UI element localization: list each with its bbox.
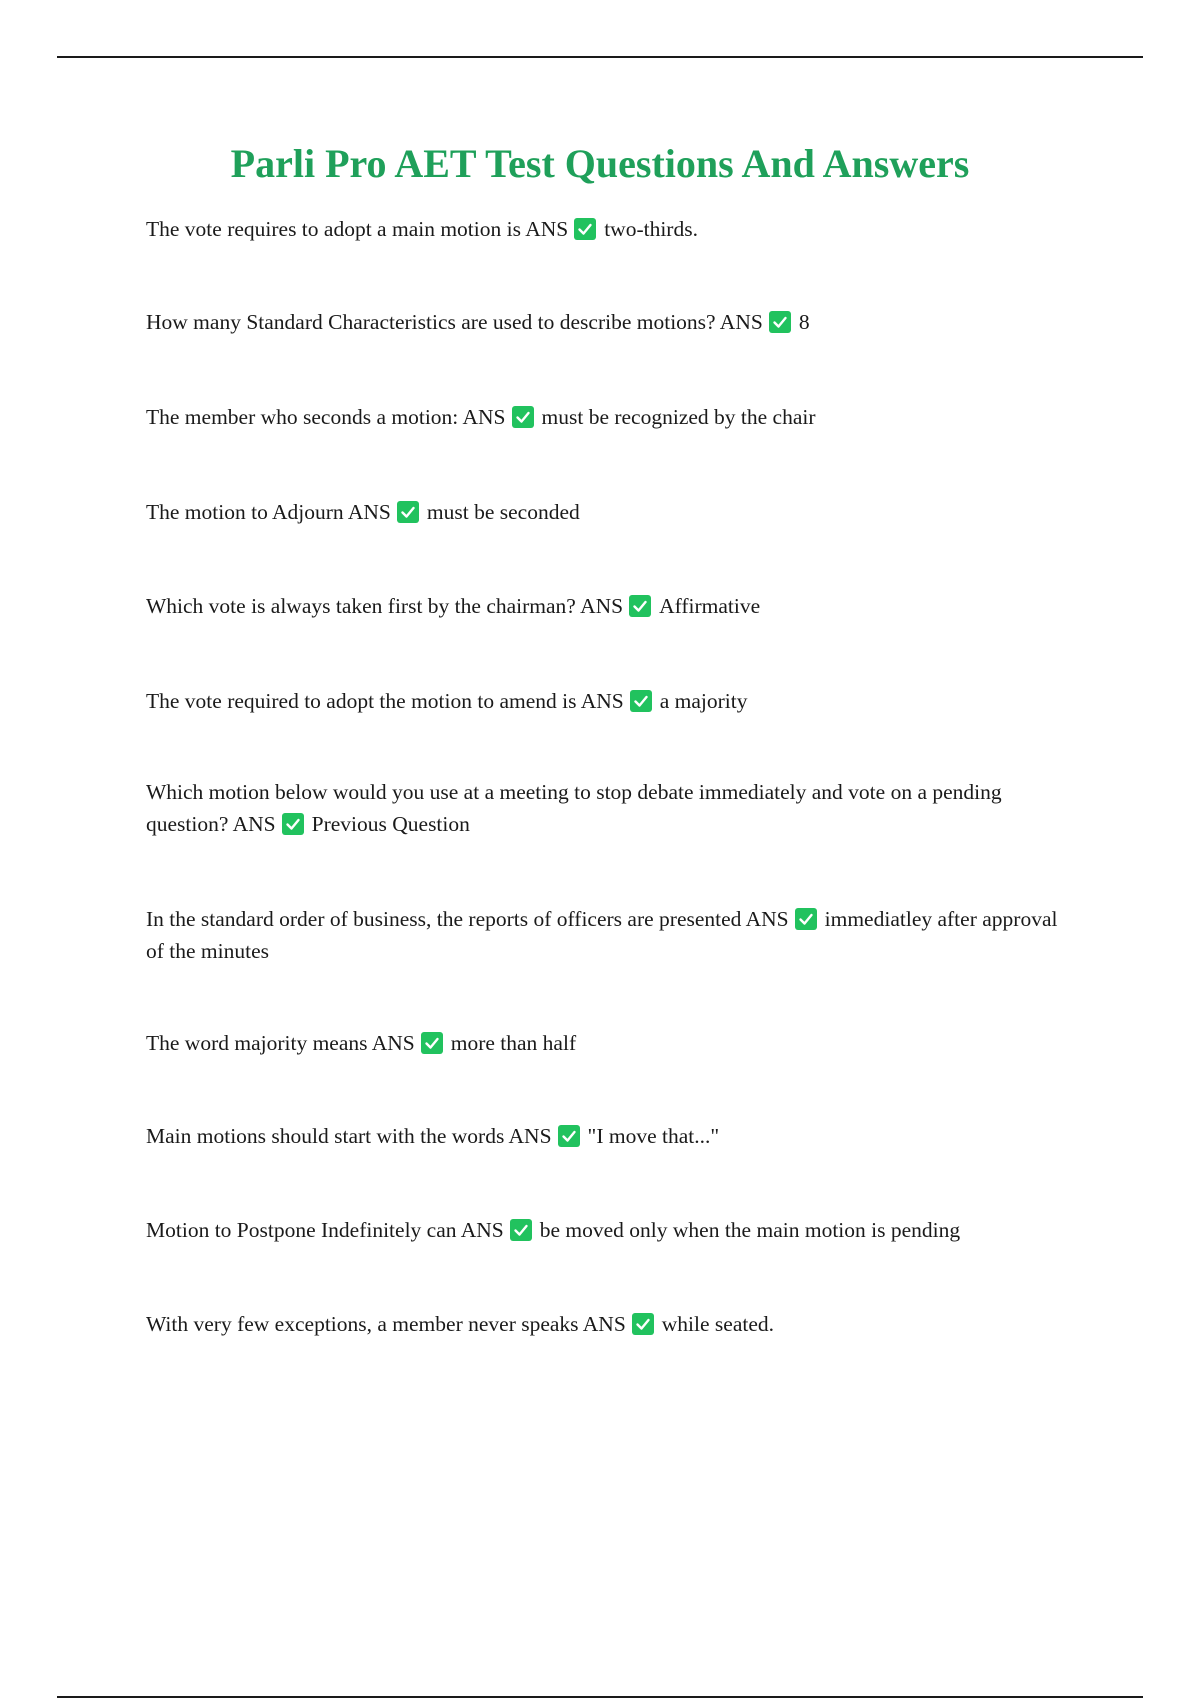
top-rule: [57, 56, 1143, 58]
question-text: The vote requires to adopt a main motion is: [146, 217, 521, 241]
qa-item: [146, 1308, 1076, 1340]
qa-item: [146, 1214, 1076, 1246]
answer-marker: ANS: [719, 310, 763, 334]
answer-text: two-thirds.: [604, 217, 698, 241]
check-box-icon: [769, 311, 791, 333]
check-box-icon: [632, 1313, 654, 1335]
answer-marker: ANS: [460, 1218, 504, 1242]
answer-text: "I move that...": [587, 1124, 720, 1148]
check-box-icon: [795, 908, 817, 930]
page-title: Parli Pro AET Test Questions And Answers: [230, 141, 970, 186]
answer-text: while seated.: [661, 1312, 775, 1336]
qa-item: [146, 1120, 1076, 1152]
question-text: Main motions should start with the words: [146, 1124, 505, 1148]
check-box-icon: [630, 690, 652, 712]
qa-item: [146, 1027, 1076, 1059]
qa-item: [146, 776, 1076, 840]
question-text: Motion to Postpone Indefinitely can: [146, 1218, 457, 1242]
check-box-icon: [510, 1219, 532, 1241]
answer-marker: ANS: [371, 1031, 415, 1055]
answer-marker: ANS: [580, 689, 624, 713]
answer-text: 8: [798, 310, 810, 334]
qa-item: [146, 306, 1076, 338]
question-text: The word majority means: [146, 1031, 368, 1055]
check-box-icon: [512, 406, 534, 428]
question-text: In the standard order of business, the reports of officers are presented: [146, 907, 742, 931]
question-text: With very few exceptions, a member never speaks: [146, 1312, 579, 1336]
answer-text: Affirmative: [659, 594, 761, 618]
qa-item: [146, 496, 1076, 528]
answer-text: Previous Question: [311, 812, 470, 836]
answer-marker: ANS: [508, 1124, 552, 1148]
answer-marker: ANS: [232, 812, 276, 836]
answer-marker: ANS: [580, 594, 624, 618]
qa-item: [146, 213, 1076, 245]
qa-item: [146, 685, 1076, 717]
answer-marker: ANS: [347, 500, 391, 524]
check-box-icon: [558, 1125, 580, 1147]
check-box-icon: [282, 813, 304, 835]
check-box-icon: [574, 218, 596, 240]
answer-marker: ANS: [745, 907, 789, 931]
question-text: How many Standard Characteristics are used to describe motions?: [146, 310, 716, 334]
answer-text: must be recognized by the chair: [541, 405, 816, 429]
answer-text: be moved only when the main motion is pending: [539, 1218, 961, 1242]
question-text: The motion to Adjourn: [146, 500, 344, 524]
answer-text: must be seconded: [426, 500, 580, 524]
qa-item: [146, 401, 1076, 433]
question-text: The vote required to adopt the motion to amend is: [146, 689, 577, 713]
qa-item: [146, 590, 1076, 622]
answer-text: a majority: [659, 689, 748, 713]
qa-item: [146, 903, 1076, 967]
question-text: The member who seconds a motion:: [146, 405, 459, 429]
bottom-rule: [57, 1696, 1143, 1698]
answer-marker: ANS: [525, 217, 569, 241]
check-box-icon: [397, 501, 419, 523]
question-text: Which motion below would you use at a meeting to stop debate immediately and vote on a pending question?: [146, 780, 1002, 836]
check-box-icon: [421, 1032, 443, 1054]
answer-marker: ANS: [582, 1312, 626, 1336]
answer-marker: ANS: [462, 405, 506, 429]
question-text: Which vote is always taken first by the chairman?: [146, 594, 576, 618]
answer-text: immediatley after approval of the minutes: [146, 907, 1058, 963]
answer-text: more than half: [450, 1031, 577, 1055]
check-box-icon: [629, 595, 651, 617]
